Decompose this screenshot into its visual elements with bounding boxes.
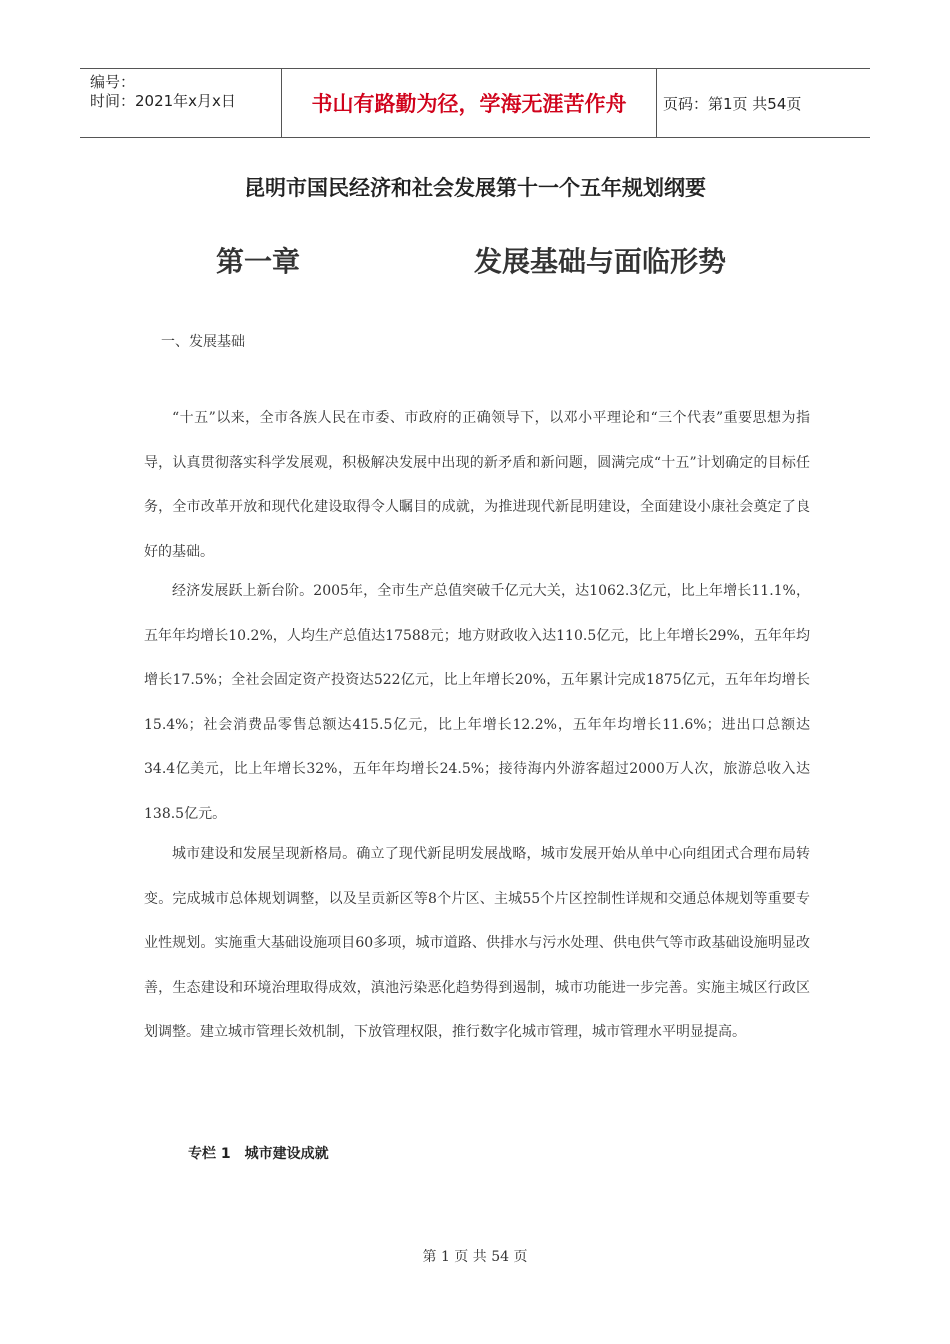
chapter-title: 发展基础与面临形势: [474, 245, 727, 278]
document-title: 昆明市国民经济和社会发展第十一个五年规划纲要: [244, 176, 706, 200]
page-header: [80, 68, 870, 138]
header-meta: [80, 69, 281, 137]
header-motto: 书山有路勤为径，学海无涯苦作舟: [281, 69, 657, 137]
paragraph-2: 经济发展跃上新台阶。2005年，全市生产总值突破千亿元大关，达1062.3亿元，比上年增长11.1%，五年年均增长10.2%，人均生产总值达17588元；地方财政收入达110.5亿元，比上年增长29%，五年年均增长17.5%；全社会固定资产投资达522亿元，比上年增长20%，五年累计完成1875亿元，五年年均增长15.4%；社会消费品零售总额达415.5亿元，比上年增长12.2%，五年年均增长11.6%；进出口总额达34.4亿美元，比上年增长32%，五年年均增长24.5%；接待海内外游客超过2000万人次，旅游总收入达138.5亿元。: [144, 583, 810, 822]
chapter-number: 第一章: [216, 245, 301, 278]
page-footer: 第 1 页 共 54 页: [422, 1249, 528, 1265]
paragraph-3: 城市建设和发展呈现新格局。确立了现代新昆明发展战略，城市发展开始从单中心向组团式合理布局转变。完成城市总体规划调整，以及呈贡新区等8个片区、主城55个片区控制性详规和交通总体规划等重要专业性规划。实施重大基础设施项目60多项，城市道路、供排水与污水处理、供电供气等市政基础设施明显改善，生态建设和环境治理取得成效，滇池污染恶化趋势得到遏制，城市功能进一步完善。实施主城区行政区划调整。建立城市管理长效机制，下放管理权限，推行数字化城市管理，城市管理水平明显提高。: [144, 846, 810, 1041]
section-heading: 一、发展基础: [161, 334, 245, 350]
code-label: 编号：: [90, 73, 136, 91]
header-page-info: 页码：第1页 共54页: [663, 94, 802, 113]
box-title: 专栏 1 城市建设成就: [188, 1146, 329, 1162]
time-label: 时间：2021年x月x日: [90, 92, 236, 110]
paragraph-1: “十五”以来，全市各族人民在市委、市政府的正确领导下，以邓小平理论和“三个代表”重要思想为指导，认真贯彻落实科学发展观，积极解决发展中出现的新矛盾和新问题，圆满完成“十五”计划确定的目标任务，全市改革开放和现代化建设取得令人瞩目的成就，为推进现代新昆明建设，全面建设小康社会奠定了良好的基础。: [144, 410, 810, 560]
